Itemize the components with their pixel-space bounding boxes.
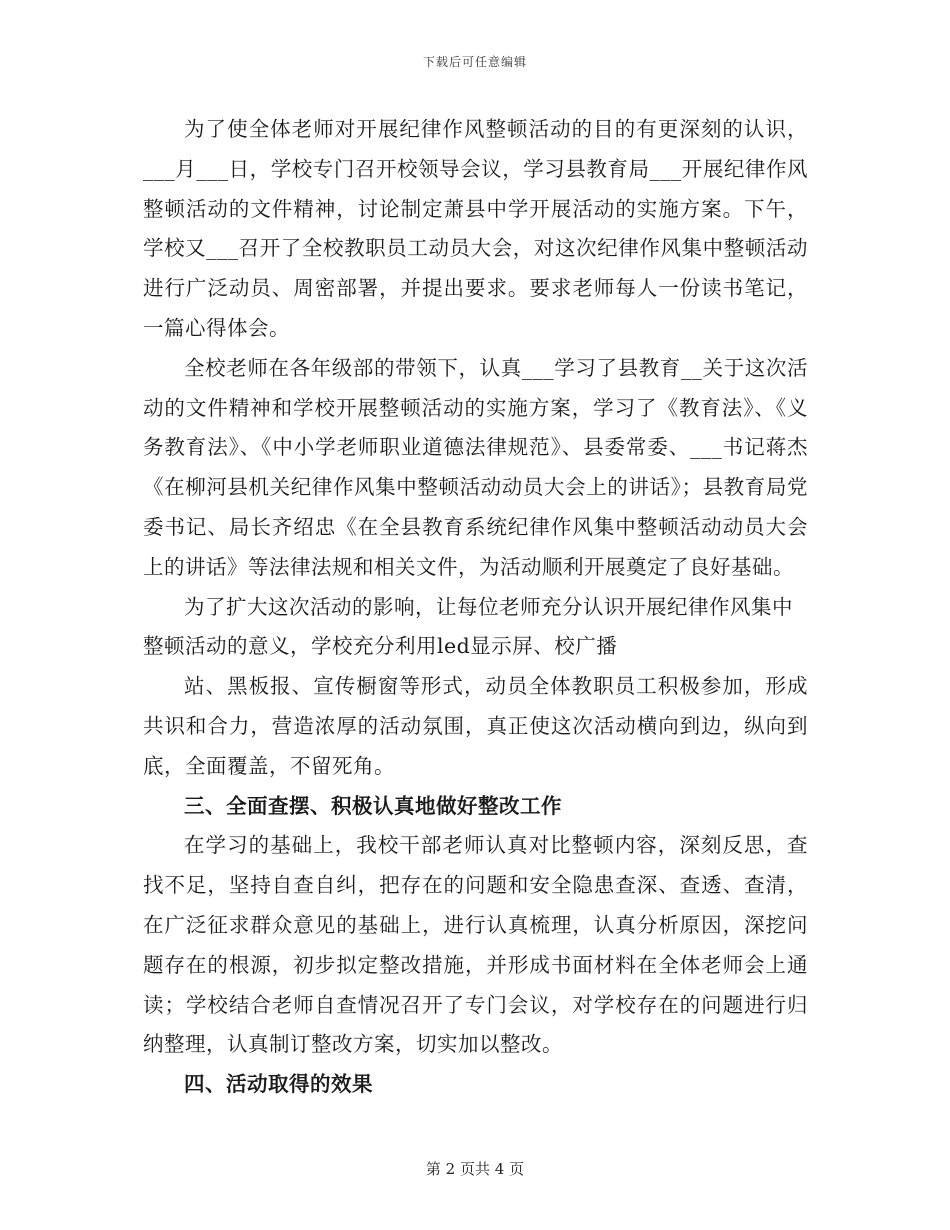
paragraph-forms: 站、黑板报、宣传橱窗等形式，动员全体教职员工积极参加，形成共识和合力，营造浓厚的活动氛围，真正使这次活动横向到边，纵向到底，全面覆盖，不留死角。 [143,674,808,778]
paragraph-rectification: 在学习的基础上，我校干部老师认真对比整顿内容，深刻反思，查找不足，坚持自查自纠，把存在的问题和安全隐患查深、查透、查清，在广泛征求群众意见的基础上，进行认真梳理，认真分析原因，深挖问题存在的根源，初步拟定整改措施，并形成书面材料在全体老师会上通读；学校结合老师自查情况召开了专门会议，对学校存在的问题进行归纳整理，认真制订整改方案，切实加以整改。 [143,833,808,1057]
page-header: 下载后可任意编辑 [422,55,527,69]
paragraph-influence: 为了扩大这次活动的影响，让每位老师充分认识开展纪律作风集中整顿活动的意义，学校充分利用led显示屏、校广播 [143,594,793,659]
section-heading-results: 四、活动取得的效果 [184,1072,373,1097]
paragraph-meeting: 为了使全体老师对开展纪律作风整顿活动的目的有更深刻的认识，___月___日，学校专门召开校领导会议，学习县教育局___开展纪律作风整顿活动的文件精神，讨论制定萧县中学开展活动的实施方案。下午，学校又___召开了全校教职员工动员大会，对这次纪律作风集中整顿活动进行广泛动员、周密部署，并提出要求。要求老师每人一份读书笔记，一篇心得体会。 [143,117,808,340]
paragraph-study: 全校老师在各年级部的带领下，认真___学习了县教育__关于这次活动的文件精神和学校开展整顿活动的实施方案，学习了《教育法》、《义务教育法》、《中小学老师职业道德法律规范》、县委常委、___书记蒋杰《在柳河县机关纪律作风集中整顿活动动员大会上的讲话》；县教育局党委书记、局长齐绍忠《在全县教育系统纪律作风集中整顿活动动员大会上的讲话》等法律法规和相关文件，为活动顺利开展奠定了良好基础。 [143,355,808,579]
document-body [143,110,808,1105]
page-number: 第 2 页共 4 页 [425,1160,525,1178]
section-heading-rectification: 三、全面查摆、积极认真地做好整改工作 [184,793,562,818]
